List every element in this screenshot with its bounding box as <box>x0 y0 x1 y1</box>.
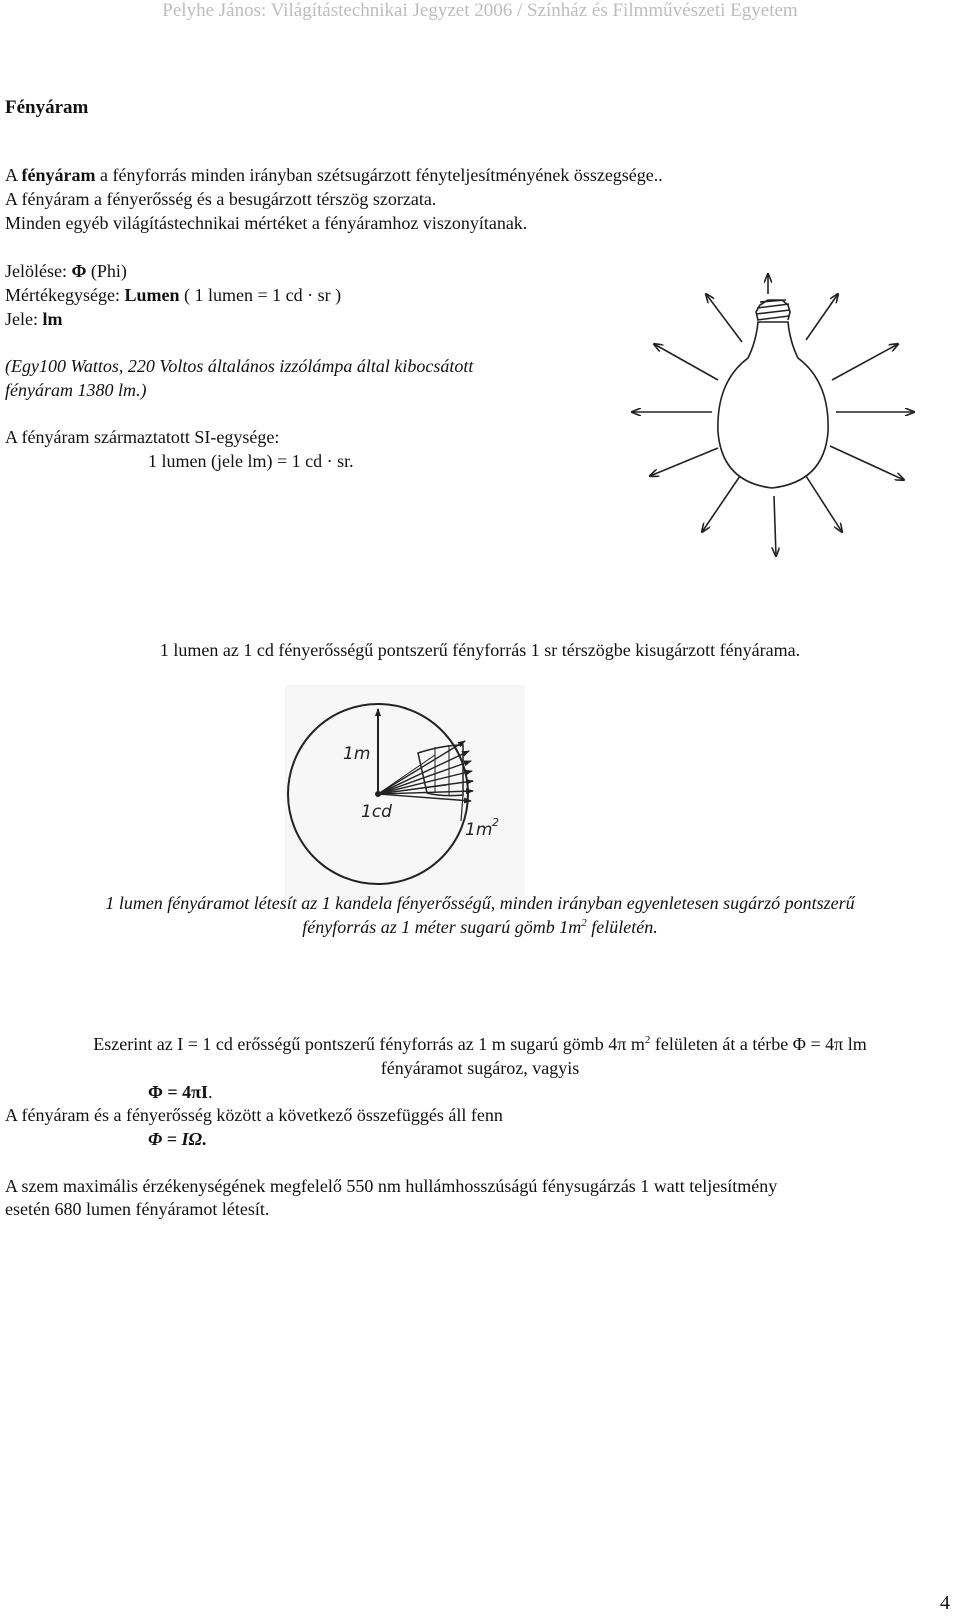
caption-line-1: 1 lumen fényáramot létesít az 1 kandela fényerősségű, minden irányban egyenletesen sugárzó pontszerű <box>105 893 855 913</box>
formula-line-1: Eszerint az I = 1 cd erősségű pontszerű fényforrás az 1 m sugarú gömb 4π $m^2$ felületen át a térbe Φ = 4π lm <box>93 1034 867 1054</box>
steradian-diagram-icon <box>285 685 525 900</box>
label-radius: 1m <box>343 744 371 764</box>
formula-line-2: fényáramot sugároz, vagyis <box>380 1058 580 1078</box>
si-line-2: 1 lumen (jele lm) = 1 cd · sr. <box>148 451 354 471</box>
intro-line-2: A fényáram a fényerősség és a besugárzott térszög szorzata. <box>5 189 437 209</box>
example-line-2: fényáram 1380 lm.) <box>5 380 147 400</box>
equation-phi-i-omega: Φ = IΩ. <box>148 1129 207 1149</box>
equation-phi-4pi-i: Φ = 4πI. <box>148 1082 213 1102</box>
closing-line-2: esetén 680 lumen fényáramot létesít. <box>5 1199 270 1219</box>
formula-relation-text: A fényáram és a fényerősség között a következő összefüggés áll fenn <box>5 1105 503 1125</box>
page-number: 4 <box>940 1592 950 1614</box>
closing-line-1: A szem maximális érzékenységének megfelelő 550 nm hullámhosszúságú fénysugárzás 1 watt teljesítmény <box>5 1176 778 1196</box>
label-source: 1cd <box>361 802 392 822</box>
example-line-1: (Egy100 Wattos, 220 Voltos általános izzólámpa által kibocsátott <box>5 356 474 376</box>
label-area-exponent: 2 <box>492 816 499 829</box>
page-header: Pelyhe János: Világítástechnikai Jegyzet 2006 / Színház és Filmművészeti Egyetem <box>162 0 798 21</box>
notation-unit: Mértékegysége: Lumen ( 1 lumen = 1 cd · sr ) <box>5 285 342 305</box>
intro-line-1: A fényáram a fényforrás minden irányban szétsugárzott fényteljesítményének összegsége.. <box>5 165 663 185</box>
lumen-definition: 1 lumen az 1 cd fényerősségű pontszerű fényforrás 1 sr térszögbe kisugárzott fényárama. <box>159 640 801 660</box>
intro-line-3: Minden egyéb világítástechnikai mértéket a fényáramhoz viszonyítanak. <box>5 213 528 233</box>
section-title: Fényáram <box>5 97 89 118</box>
caption-line-2: fényforrás az 1 méter sugarú gömb $1m^2$ felületén. <box>302 917 658 937</box>
label-area: 1m <box>465 820 493 840</box>
light-bulb-icon <box>620 270 930 570</box>
notation-symbol: Jelölése: Φ (Phi) <box>5 261 127 281</box>
notation-sign: Jele: lm <box>5 309 63 329</box>
si-line-1: A fényáram származtatott SI-egysége: <box>5 427 280 447</box>
